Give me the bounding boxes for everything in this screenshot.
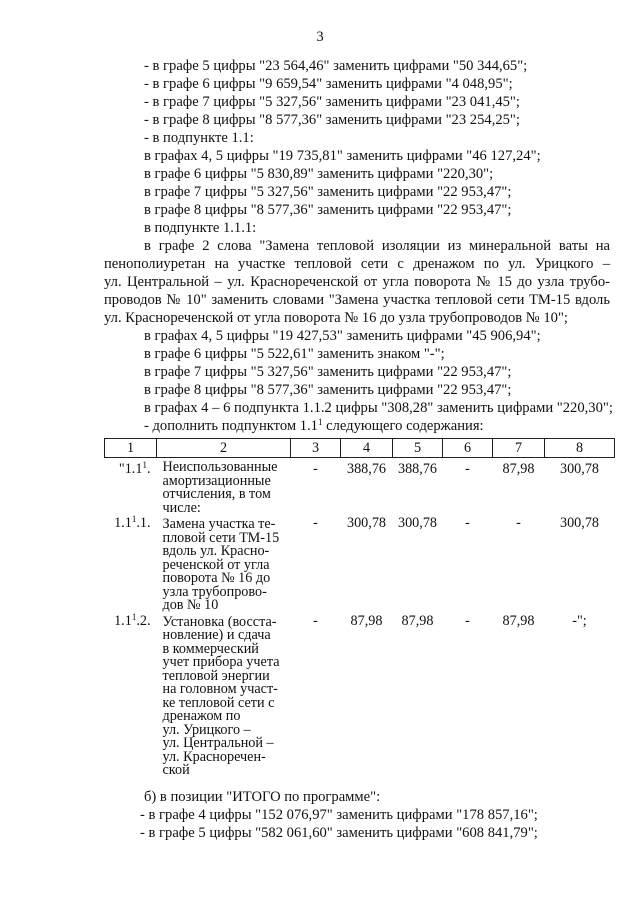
table-cell: 300,78 [397,515,437,531]
table-row [105,613,615,782]
amend-line: в подпункте 1.1.1: [144,220,257,236]
name-line: дренажом по [162,708,241,724]
amend-line: в графе 7 цифры "5 327,56" заменить цифрами "22 953,47"; [144,364,512,380]
table-cell: 87,98 [502,461,535,477]
amend-line: - в подпункте 1.1: [144,130,254,146]
name-line: отчисления, в том [162,486,271,502]
closing-line: - в графе 4 цифры "152 076,97" заменить цифрами "178 857,16"; [140,806,538,823]
table-cell: - [465,515,470,531]
table-cell: - [313,612,318,629]
row-number-main: 1.1 [114,515,132,531]
amend-line: в графе 6 цифры "5 522,61" заменить знаком "-"; [144,346,445,362]
column-header: 1 [105,439,157,458]
amend-line: в графе 6 цифры "5 830,89" заменить цифрами "220,30"; [144,166,494,182]
page-number: 3 [316,29,324,45]
paragraph-line: пенополиуретан на участке тепловой сети с дренажом по ул. Урицкого – [104,256,610,272]
name-line: на головном участ- [162,681,278,697]
table-cell: - [516,515,521,531]
amend-line: в графах 4, 5 цифры "19 427,53" заменить цифрами "45 906,94"; [144,328,541,344]
table-cell: - [313,461,318,477]
row-number-rest: .2. [136,612,151,629]
column-header: 5 [393,439,443,458]
name-line: тепловой энергии [162,667,270,684]
row-number-sup: 1 [142,460,147,470]
closing-line: б) в позиции "ИТОГО по программе": [144,788,381,805]
amend-line: - в графе 5 цифры "23 564,46" заменить цифрами "50 344,65"; [144,58,528,74]
name-line: ул. Центральной – [162,735,274,751]
supplement-sup: 1 [317,417,323,427]
table-cell: -"; [572,612,587,629]
table-cell: - [465,612,470,629]
name-line: амортизационные [162,472,271,489]
column-header: 3 [291,439,341,458]
name-line: в коммерческий [162,640,259,657]
paragraph-line: ул. Красноречeнской от угла поворота № 16 до узла трубопроводов № 10"; [104,310,568,326]
name-line: вдоль ул. Красно- [162,543,270,559]
table-row [105,458,615,516]
row-number-rest: .1. [136,515,151,531]
supplement-text-end: следующего содержания: [322,418,484,434]
intro-block [104,57,610,237]
amend-line: в графе 7 цифры "5 327,56" заменить цифрами "22 953,47"; [144,184,512,200]
name-line: новление) и сдача [162,627,271,643]
name-line: поворота № 16 до [162,570,271,586]
closing-block [104,788,610,842]
amend-line: в графе 8 цифры "8 577,36" заменить цифрами "22 953,47"; [144,202,512,218]
name-line: Замена участка те- [162,516,276,532]
row-number-main: "1.1 [118,461,143,477]
paragraph-line: проводов № 10" заменить словами "Замена участка тепловой сети ТМ-15 вдоль [104,292,610,308]
row-number [105,515,157,613]
table-row [105,515,615,613]
name-line: узла трубопрово- [162,583,267,600]
name-line: пловой сети ТМ-15 [162,529,280,546]
amend-line: в графе 8 цифры "8 577,36" заменить цифрами "22 953,47"; [144,382,512,398]
table-cell: 300,78 [559,515,599,531]
table-cell: 388,76 [397,461,437,477]
middle-block [104,327,613,435]
name-line: ул. Красноречен- [162,748,266,765]
row-number-rest: . [146,461,151,477]
column-header: 6 [443,439,493,458]
replacement-paragraph [104,237,610,327]
amend-line: - в графе 8 цифры "8 577,36" заменить цифрами "23 254,25"; [144,112,520,128]
row-name [157,515,291,613]
table-cell: 87,98 [350,612,383,629]
table-cell: 388,76 [346,461,386,477]
row-number [105,458,157,516]
column-header: 8 [545,439,615,458]
amend-line: - в графе 6 цифры "9 659,54" заменить цифрами "4 048,95"; [144,76,513,92]
table-cell: 300,78 [559,461,599,477]
row-number-sup: 1 [131,611,137,622]
table-cell: - [313,515,318,531]
name-line: учет прибора учета [162,654,280,670]
table-cell: - [465,461,470,477]
name-line: реченской от угла [162,556,270,573]
paragraph-line: в графе 2 слова "Замена тепловой изоляции из минеральной ваты на [144,238,610,254]
amendment-table [104,438,615,782]
name-line: Установка (восста- [162,613,277,630]
amend-line: в графах 4 – 6 подпункта 1.1.2 цифры "308,28" заменить цифрами "220,30"; [144,400,613,416]
column-header: 4 [341,439,393,458]
name-line: ул. Урицкого – [162,721,251,738]
supplement-text: - дополнить подпунктом 1.1 [144,418,318,434]
table-header-row [105,439,615,458]
closing-line: - в графе 5 цифры "582 061,60" заменить цифрами "608 841,79"; [140,824,538,841]
table-cell: 87,98 [502,612,535,629]
name-line: дов № 10 [162,597,219,613]
column-header: 7 [493,439,545,458]
row-number [105,613,157,782]
row-number-sup: 1 [131,514,137,524]
row-name [157,613,291,782]
name-line: ке тепловой сети с [162,694,275,711]
table-cell: 87,98 [401,612,434,629]
name-line: числе: [162,499,201,516]
table-cell: 300,78 [346,515,386,531]
row-number-main: 1.1 [114,612,132,629]
supplement-line [144,417,610,435]
amend-line: в графах 4, 5 цифры "19 735,81" заменить цифрами "46 127,24"; [144,148,541,164]
column-header: 2 [157,439,291,458]
name-line: Неиспользованные [162,459,278,475]
amend-line: - в графе 7 цифры "5 327,56" заменить цифрами "23 041,45"; [144,94,520,110]
name-line: ской [162,762,190,778]
paragraph-line: ул. Центральной – ул. Красноречeнской от угла поворота № 15 до узла трубо- [104,274,610,290]
row-name [157,458,291,516]
